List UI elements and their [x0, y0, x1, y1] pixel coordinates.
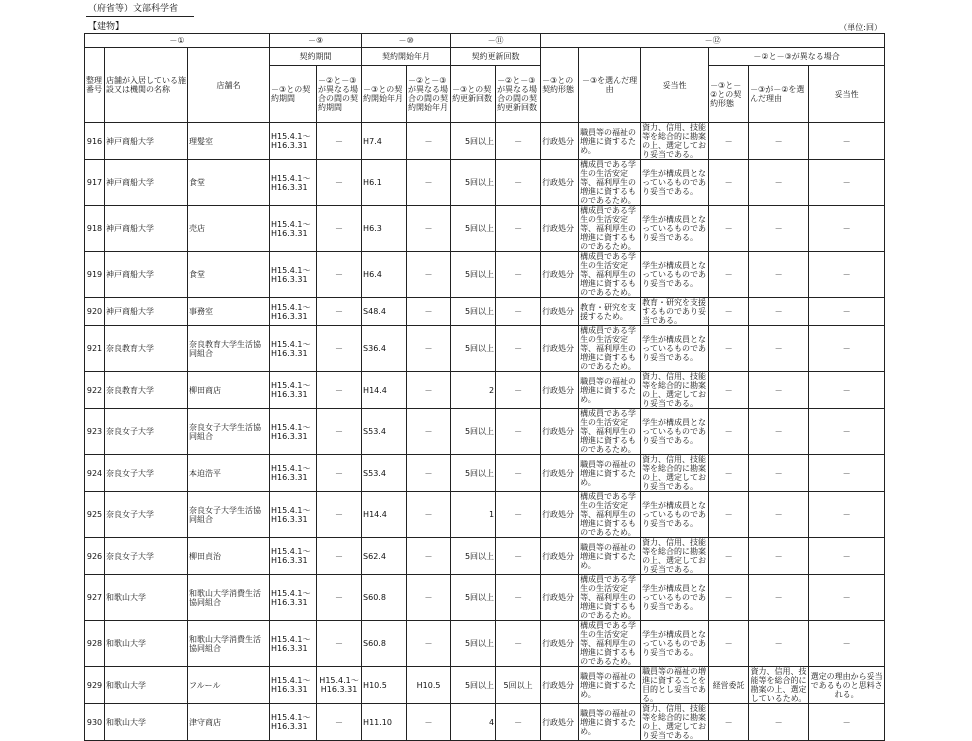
cell-form23: － — [709, 575, 749, 621]
col-header-r3: －③との契約更新回数 — [451, 66, 496, 123]
cell-no: 918 — [85, 206, 105, 252]
cell-p23: － — [317, 298, 362, 326]
cell-valid: 資力、信用、技能等を総合的に勘案の上、選定しており妥当である。 — [641, 538, 709, 575]
cell-reason23: － — [749, 298, 809, 326]
cell-r23: － — [496, 538, 541, 575]
cell-form3: 行政処分 — [541, 667, 579, 704]
cell-valid23: － — [809, 704, 885, 741]
cell-no: 930 — [85, 704, 105, 741]
cell-s23: － — [407, 160, 451, 206]
cell-reason23: － — [749, 455, 809, 492]
cell-valid: 資力、信用、技能等を総合的に勘案の上、選定しており妥当である。 — [641, 123, 709, 160]
cell-facility: 奈良女子大学 — [105, 409, 188, 455]
cell-form3: 行政処分 — [541, 621, 579, 667]
cell-form23: － — [709, 455, 749, 492]
cell-store: 食堂 — [188, 252, 270, 298]
table-row — [85, 123, 885, 160]
cell-facility: 奈良女子大学 — [105, 492, 188, 538]
cell-p23: － — [317, 409, 362, 455]
sub-header-start: 契約開始年月 — [362, 48, 451, 66]
col-header-form3: －③との契約形態 — [541, 48, 579, 123]
cell-r23: － — [496, 704, 541, 741]
cell-r3: 5回以上 — [451, 298, 496, 326]
table-row — [85, 575, 885, 621]
cell-form23: － — [709, 372, 749, 409]
cell-r23: － — [496, 123, 541, 160]
cell-no: 921 — [85, 326, 105, 372]
cell-no: 917 — [85, 160, 105, 206]
cell-form23: － — [709, 704, 749, 741]
cell-facility: 和歌山大学 — [105, 667, 188, 704]
cell-r3: 5回以上 — [451, 206, 496, 252]
cell-valid: 教育・研究を支援するものであり妥当である。 — [641, 298, 709, 326]
cell-s23: － — [407, 252, 451, 298]
cell-reason3: 構成員である学生の生活安定等、福利厚生の増進に資するものであるため。 — [579, 206, 641, 252]
cell-no: 916 — [85, 123, 105, 160]
table-row — [85, 252, 885, 298]
ministry-underline — [86, 16, 194, 17]
cell-valid23: － — [809, 538, 885, 575]
col-header-r23: －②と－③が異なる場合の間の契約更新回数 — [496, 66, 541, 123]
cell-p3: H15.4.1～H16.3.31 — [270, 123, 317, 160]
cell-r23: － — [496, 326, 541, 372]
cell-no: 923 — [85, 409, 105, 455]
cell-valid: 学生が構成員となっているものであり妥当である。 — [641, 409, 709, 455]
cell-reason23: － — [749, 704, 809, 741]
cell-p3: H15.4.1～H16.3.31 — [270, 575, 317, 621]
cell-no: 920 — [85, 298, 105, 326]
cell-reason3: 職員等の福祉の増進に資するため。 — [579, 455, 641, 492]
cell-reason3: 職員等の福祉の増進に資するため。 — [579, 372, 641, 409]
cell-form3: 行政処分 — [541, 252, 579, 298]
cell-reason3: 構成員である学生の生活安定等、福利厚生の増進に資するものであるため。 — [579, 621, 641, 667]
cell-valid: 学生が構成員となっているものであり妥当である。 — [641, 252, 709, 298]
col-header-reason23: －③が－②を選んだ理由 — [749, 66, 809, 123]
group-header-11: －⑪ — [451, 34, 541, 48]
cell-r23: － — [496, 252, 541, 298]
cell-form23: － — [709, 160, 749, 206]
cell-valid: 学生が構成員となっているものであり妥当である。 — [641, 206, 709, 252]
cell-reason3: 構成員である学生の生活安定等、福利厚生の増進に資するものであるため。 — [579, 492, 641, 538]
cell-reason23: － — [749, 160, 809, 206]
cell-facility: 神戸商船大学 — [105, 160, 188, 206]
cell-r3: 5回以上 — [451, 160, 496, 206]
cell-r23: － — [496, 621, 541, 667]
table-body — [85, 123, 885, 741]
cell-form3: 行政処分 — [541, 298, 579, 326]
cell-r23: － — [496, 160, 541, 206]
cell-reason23: － — [749, 252, 809, 298]
cell-store: 柳田商店 — [188, 372, 270, 409]
cell-valid23: － — [809, 409, 885, 455]
cell-valid: 資力、信用、技能等を総合的に勘案の上、選定しており妥当である。 — [641, 372, 709, 409]
cell-r23: － — [496, 575, 541, 621]
cell-p23: － — [317, 455, 362, 492]
group-header-row — [85, 34, 885, 48]
cell-s23: － — [407, 455, 451, 492]
cell-facility: 奈良女子大学 — [105, 455, 188, 492]
cell-valid23: － — [809, 326, 885, 372]
table-row — [85, 704, 885, 741]
cell-store: フルール — [188, 667, 270, 704]
cell-s3: S48.4 — [362, 298, 407, 326]
cell-p3: H15.4.1～H16.3.31 — [270, 492, 317, 538]
cell-valid: 資力、信用、技能等を総合的に勘案の上、選定しており妥当である。 — [641, 704, 709, 741]
cell-reason3: 職員等の福祉の増進に資するため。 — [579, 123, 641, 160]
cell-s3: H11.10 — [362, 704, 407, 741]
cell-no: 929 — [85, 667, 105, 704]
cell-s23: － — [407, 704, 451, 741]
cell-r23: － — [496, 492, 541, 538]
cell-r3: 5回以上 — [451, 621, 496, 667]
cell-form3: 行政処分 — [541, 409, 579, 455]
cell-valid23: － — [809, 455, 885, 492]
cell-s23: － — [407, 206, 451, 252]
table-row — [85, 326, 885, 372]
cell-store: 奈良女子大学生活協同組合 — [188, 492, 270, 538]
cell-s3: H6.4 — [362, 252, 407, 298]
cell-r3: 5回以上 — [451, 252, 496, 298]
table-row — [85, 538, 885, 575]
cell-p23: － — [317, 621, 362, 667]
sub-header-renew: 契約更新回数 — [451, 48, 541, 66]
cell-p3: H15.4.1～H16.3.31 — [270, 667, 317, 704]
cell-valid23: 選定の理由から妥当であるものと思料される。 — [809, 667, 885, 704]
col-header-no: 整理番号 — [85, 48, 105, 123]
cell-no: 924 — [85, 455, 105, 492]
cell-s23: － — [407, 326, 451, 372]
cell-s3: H7.4 — [362, 123, 407, 160]
cell-reason3: 構成員である学生の生活安定等、福利厚生の増進に資するものであるため。 — [579, 252, 641, 298]
cell-r23: － — [496, 409, 541, 455]
unit-label: （単位:回） — [839, 23, 882, 32]
cell-r3: 1 — [451, 492, 496, 538]
cell-form3: 行政処分 — [541, 372, 579, 409]
ministry-label: （府省等）文部科学省 — [88, 4, 179, 14]
table-row — [85, 298, 885, 326]
cell-valid23: － — [809, 372, 885, 409]
cell-valid: 学生が構成員となっているものであり妥当である。 — [641, 575, 709, 621]
cell-reason3: 構成員である学生の生活安定等、福利厚生の増進に資するものであるため。 — [579, 409, 641, 455]
cell-s23: － — [407, 409, 451, 455]
cell-r3: 5回以上 — [451, 326, 496, 372]
cell-s23: － — [407, 123, 451, 160]
cell-valid23: － — [809, 492, 885, 538]
col-header-form23: －③と－②との契約形態 — [709, 66, 749, 123]
cell-facility: 和歌山大学 — [105, 575, 188, 621]
cell-r3: 5回以上 — [451, 409, 496, 455]
cell-store: 売店 — [188, 206, 270, 252]
table-row — [85, 492, 885, 538]
cell-reason3: 職員等の福祉の増進に資するため。 — [579, 667, 641, 704]
cell-valid23: － — [809, 621, 885, 667]
col-header-valid: 妥当性 — [641, 48, 709, 123]
cell-reason23: － — [749, 409, 809, 455]
cell-valid23: － — [809, 160, 885, 206]
cell-reason23: － — [749, 326, 809, 372]
cell-r23: 5回以上 — [496, 667, 541, 704]
cell-p3: H15.4.1～H16.3.31 — [270, 206, 317, 252]
cell-reason23: 資力、信用、技能等を総合的に勘案の上、選定しているため。 — [750, 667, 807, 703]
cell-no: 922 — [85, 372, 105, 409]
cell-reason23: － — [749, 206, 809, 252]
cell-facility: 和歌山大学 — [105, 704, 188, 741]
cell-no: 925 — [85, 492, 105, 538]
cell-r23: － — [496, 372, 541, 409]
cell-p23: － — [317, 704, 362, 741]
cell-reason23: － — [749, 575, 809, 621]
cell-s23: － — [407, 538, 451, 575]
cell-form23: － — [709, 206, 749, 252]
cell-p3: H15.4.1～H16.3.31 — [270, 538, 317, 575]
col-header-reason3: －③を選んだ理由 — [579, 48, 641, 123]
cell-r3: 2 — [451, 372, 496, 409]
cell-no: 927 — [85, 575, 105, 621]
cell-valid23: － — [809, 123, 885, 160]
cell-reason3: 職員等の福祉の増進に資するため。 — [579, 538, 641, 575]
cell-reason3: 教育・研究を支援するため。 — [579, 298, 641, 326]
group-header-12: －⑫ — [541, 34, 885, 48]
cell-form3: 行政処分 — [541, 326, 579, 372]
cell-s3: S60.8 — [362, 575, 407, 621]
cell-reason3: 構成員である学生の生活安定等、福利厚生の増進に資するものであるため。 — [579, 160, 641, 206]
cell-s23: － — [407, 492, 451, 538]
cell-p3: H15.4.1～H16.3.31 — [270, 409, 317, 455]
cell-valid: 職員等の福祉の増進に資することを目的とし妥当である。 — [641, 667, 709, 704]
cell-form3: 行政処分 — [541, 704, 579, 741]
cell-p3: H15.4.1～H16.3.31 — [270, 455, 317, 492]
cell-form23: － — [709, 538, 749, 575]
cell-p23: H15.4.1～H16.3.31 — [317, 667, 362, 704]
group-header-9: －⑨ — [270, 34, 362, 48]
table-row — [85, 455, 885, 492]
cell-r3: 5回以上 — [451, 575, 496, 621]
cell-form3: 行政処分 — [541, 206, 579, 252]
cell-s23: － — [407, 575, 451, 621]
cell-store: 柳田貞治 — [188, 538, 270, 575]
cell-s3: H10.5 — [362, 667, 407, 704]
cell-r3: 5回以上 — [451, 455, 496, 492]
cell-facility: 奈良女子大学 — [105, 538, 188, 575]
sub-header-period: 契約期間 — [270, 48, 362, 66]
cell-no: 928 — [85, 621, 105, 667]
cell-valid23: － — [809, 206, 885, 252]
cell-r3: 5回以上 — [451, 538, 496, 575]
cell-valid23: － — [809, 575, 885, 621]
cell-store: 食堂 — [188, 160, 270, 206]
cell-p23: － — [317, 538, 362, 575]
cell-s23: － — [407, 621, 451, 667]
col-header-facility: 店舗が入居している施設又は機関の名称 — [105, 48, 188, 123]
cell-form23: － — [709, 326, 749, 372]
cell-valid: 学生が構成員となっているものであり妥当である。 — [641, 621, 709, 667]
cell-r23: － — [496, 206, 541, 252]
cell-reason23: － — [749, 492, 809, 538]
cell-s3: S53.4 — [362, 409, 407, 455]
cell-reason3: 構成員である学生の生活安定等、福利厚生の増進に資するものであるため。 — [579, 575, 641, 621]
cell-facility: 神戸商船大学 — [105, 252, 188, 298]
cell-s23: － — [407, 298, 451, 326]
cell-no: 919 — [85, 252, 105, 298]
cell-r23: － — [496, 455, 541, 492]
cell-store: 本迫浩平 — [188, 455, 270, 492]
cell-p3: H15.4.1～H16.3.31 — [270, 372, 317, 409]
cell-form23: － — [709, 409, 749, 455]
cell-r3: 5回以上 — [451, 667, 496, 704]
cell-s3: S60.8 — [362, 621, 407, 667]
category-label: 【建物】 — [88, 22, 125, 32]
cell-s3: H6.3 — [362, 206, 407, 252]
cell-valid: 学生が構成員となっているものであり妥当である。 — [641, 326, 709, 372]
col-header-s23: －②と－③が異なる場合の間の契約開始年月 — [407, 66, 451, 123]
table-row — [85, 372, 885, 409]
col-header-p23: －②と－③が異なる場合の間の契約期間 — [317, 66, 362, 123]
cell-facility: 神戸商船大学 — [105, 298, 188, 326]
cell-form23: － — [709, 621, 749, 667]
cell-store: 理髪室 — [188, 123, 270, 160]
cell-form3: 行政処分 — [541, 492, 579, 538]
cell-form23: － — [709, 252, 749, 298]
cell-form3: 行政処分 — [541, 455, 579, 492]
cell-store: 和歌山大学消費生活協同組合 — [188, 575, 270, 621]
cell-valid23: － — [809, 252, 885, 298]
cell-r3: 5回以上 — [451, 123, 496, 160]
cell-reason23: － — [749, 621, 809, 667]
cell-valid23: － — [809, 298, 885, 326]
cell-r3: 4 — [451, 704, 496, 741]
table-row — [85, 667, 885, 704]
cell-p23: － — [317, 206, 362, 252]
table-row — [85, 206, 885, 252]
cell-form3: 行政処分 — [541, 160, 579, 206]
cell-facility: 神戸商船大学 — [105, 206, 188, 252]
cell-s3: S36.4 — [362, 326, 407, 372]
cell-store: 和歌山大学消費生活協同組合 — [188, 621, 270, 667]
col-header-valid23: 妥当性 — [809, 66, 885, 123]
cell-form3: 行政処分 — [541, 575, 579, 621]
cell-valid: 学生が構成員となっているものであり妥当である。 — [641, 160, 709, 206]
cell-form23: 経営委託 — [709, 667, 749, 704]
cell-form3: 行政処分 — [541, 538, 579, 575]
cell-p23: － — [317, 123, 362, 160]
cell-p23: － — [317, 326, 362, 372]
cell-facility: 和歌山大学 — [105, 621, 188, 667]
cell-p3: H15.4.1～H16.3.31 — [270, 704, 317, 741]
cell-p3: H15.4.1～H16.3.31 — [270, 621, 317, 667]
cell-valid: 学生が構成員となっているものであり妥当である。 — [641, 492, 709, 538]
cell-store: 津守商店 — [188, 704, 270, 741]
cell-p3: H15.4.1～H16.3.31 — [270, 252, 317, 298]
cell-p23: － — [317, 160, 362, 206]
table-row — [85, 160, 885, 206]
cell-reason3: 職員等の福祉の増進に資するため。 — [579, 704, 641, 741]
cell-p3: H15.4.1～H16.3.31 — [270, 298, 317, 326]
cell-r23: － — [496, 298, 541, 326]
cell-store: 奈良女子大学生活協同組合 — [188, 409, 270, 455]
cell-p3: H15.4.1～H16.3.31 — [270, 160, 317, 206]
sub-header-diff: －②と－③が異なる場合 — [709, 48, 885, 66]
cell-s3: H6.1 — [362, 160, 407, 206]
cell-facility: 神戸商船大学 — [105, 123, 188, 160]
cell-valid: 資力、信用、技能等を総合的に勘案の上、選定しており妥当である。 — [641, 455, 709, 492]
table-row — [85, 409, 885, 455]
cell-store: 奈良教育大学生活協同組合 — [188, 326, 270, 372]
col-header-s3: －③との契約開始年月 — [362, 66, 407, 123]
cell-facility: 奈良教育大学 — [105, 372, 188, 409]
cell-p23: － — [317, 492, 362, 538]
cell-form3: 行政処分 — [541, 123, 579, 160]
group-header-10: －⑩ — [362, 34, 451, 48]
cell-s3: H14.4 — [362, 372, 407, 409]
cell-reason23: － — [749, 372, 809, 409]
cell-reason3: 構成員である学生の生活安定等、福利厚生の増進に資するものであるため。 — [579, 326, 641, 372]
contract-table — [84, 33, 885, 741]
cell-s23: － — [407, 372, 451, 409]
cell-s3: S62.4 — [362, 538, 407, 575]
cell-s23: H10.5 — [407, 667, 451, 704]
cell-form23: － — [709, 123, 749, 160]
cell-form23: － — [709, 492, 749, 538]
cell-p3: H15.4.1～H16.3.31 — [270, 326, 317, 372]
cell-p23: － — [317, 252, 362, 298]
cell-p23: － — [317, 575, 362, 621]
cell-no: 926 — [85, 538, 105, 575]
sub-header-row — [85, 48, 885, 66]
cell-s3: H14.4 — [362, 492, 407, 538]
cell-s3: S53.4 — [362, 455, 407, 492]
cell-facility: 奈良教育大学 — [105, 326, 188, 372]
cell-p23: － — [317, 372, 362, 409]
cell-store: 事務室 — [188, 298, 270, 326]
group-header-1: －① — [85, 34, 270, 48]
cell-form23: － — [709, 298, 749, 326]
cell-reason23: － — [749, 538, 809, 575]
col-header-store: 店舗名 — [188, 48, 270, 123]
cell-reason23: － — [749, 123, 809, 160]
col-header-p3: －③との契約期間 — [270, 66, 317, 123]
